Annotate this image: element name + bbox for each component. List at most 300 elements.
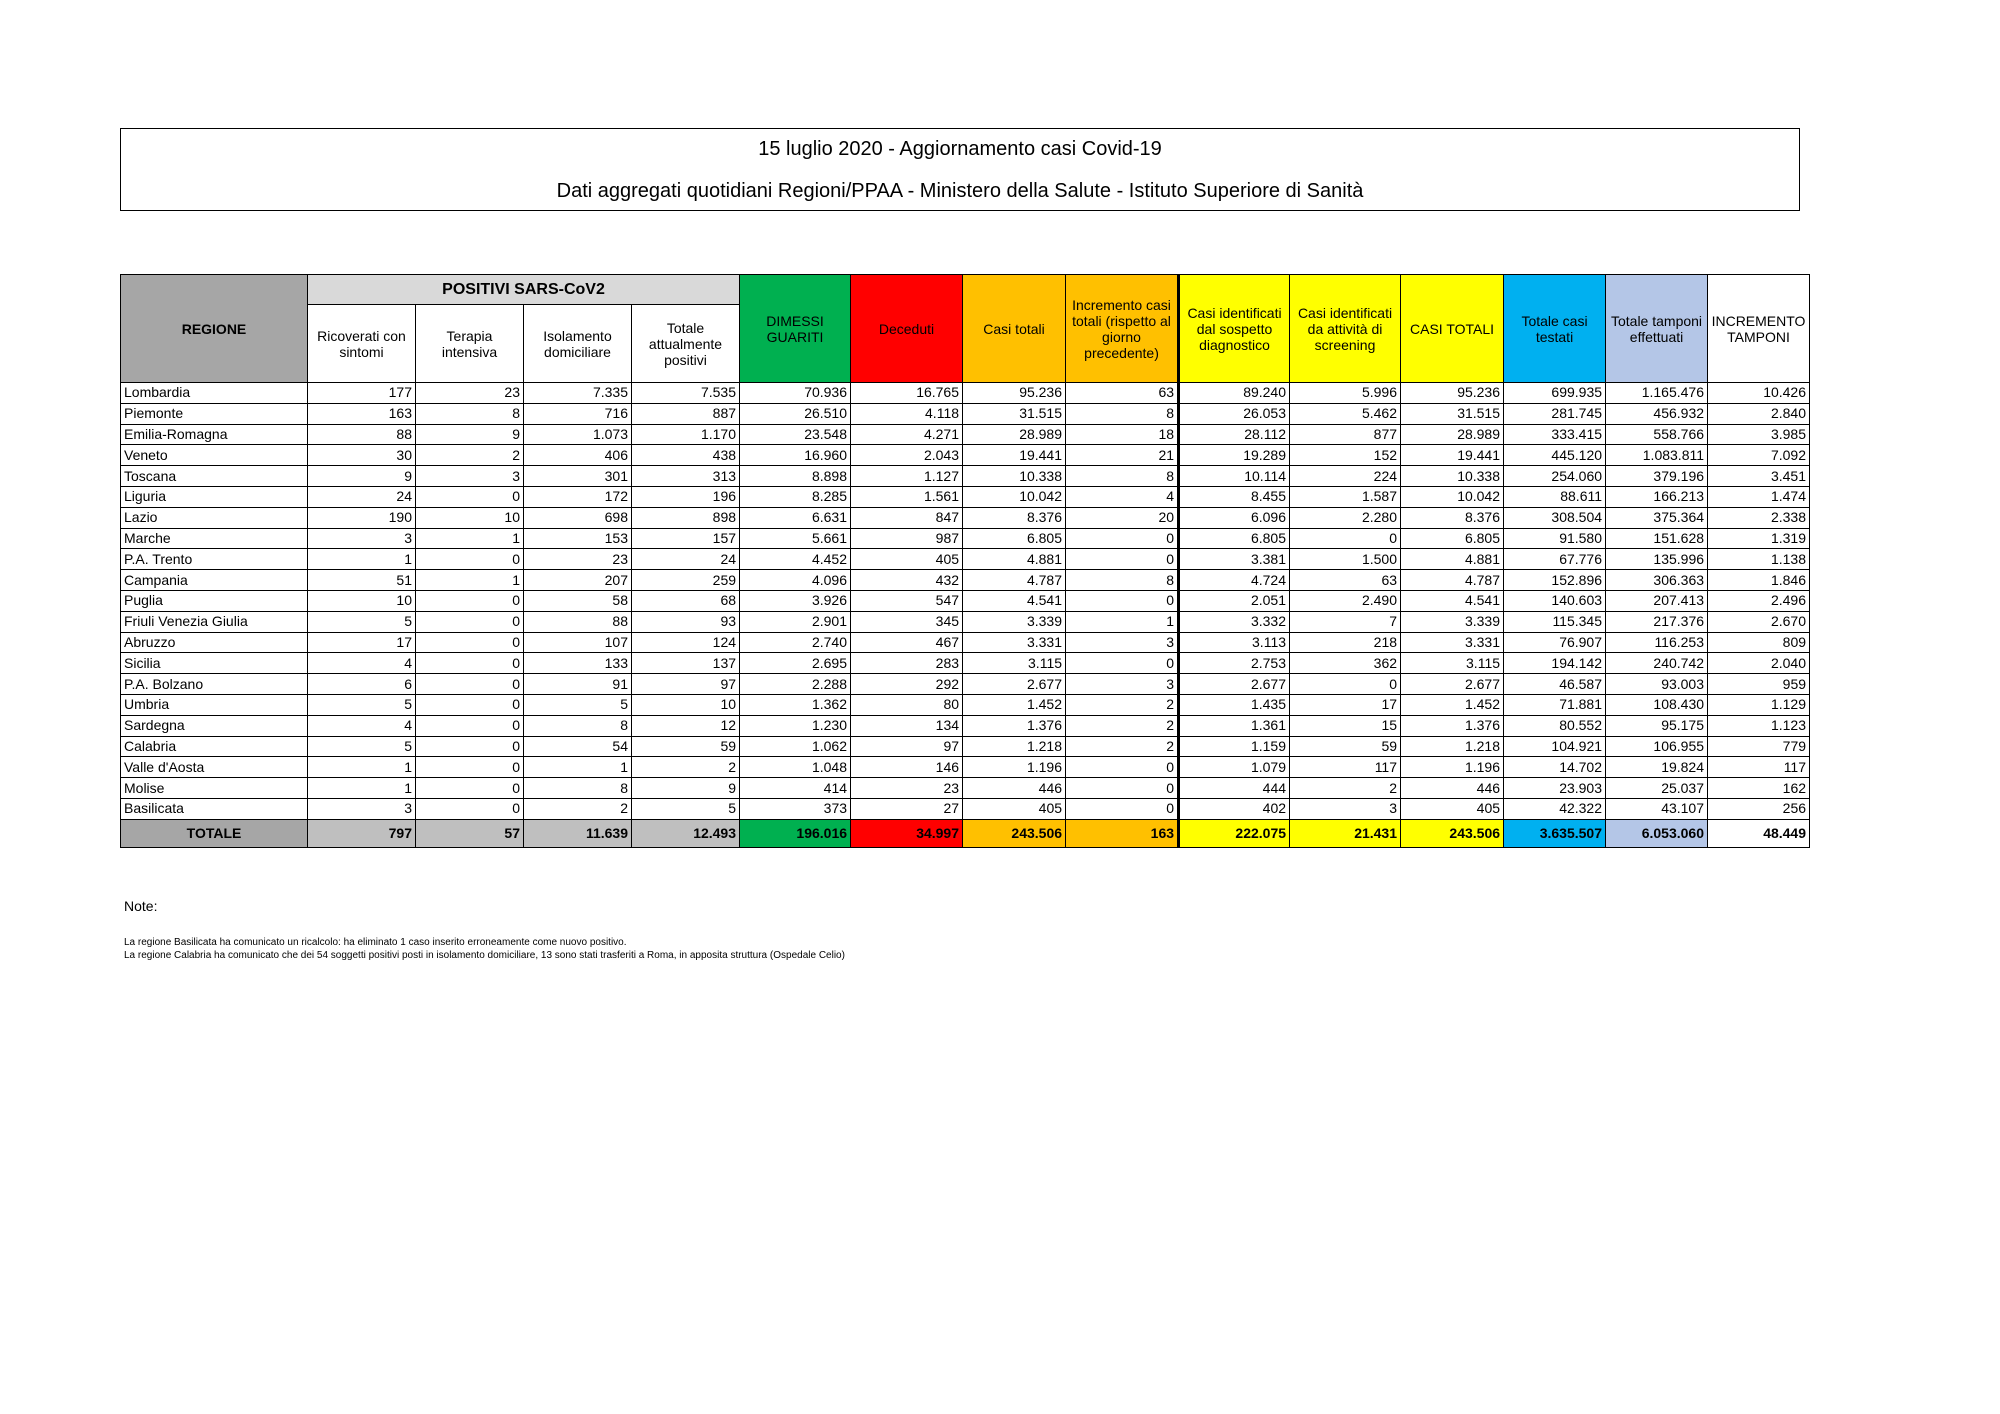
data-cell: 28.112: [1179, 424, 1290, 445]
data-cell: 218: [1290, 632, 1401, 653]
data-cell: 1.159: [1179, 736, 1290, 757]
data-cell: 2.677: [963, 674, 1066, 695]
data-cell: 6.805: [1401, 528, 1504, 549]
data-cell: 18: [1066, 424, 1179, 445]
data-cell: 402: [1179, 798, 1290, 819]
data-cell: 107: [524, 632, 632, 653]
data-cell: 3.115: [963, 653, 1066, 674]
data-cell: 4.096: [740, 570, 851, 591]
header-dimessi-guariti: DIMESSI GUARITI: [740, 275, 851, 383]
region-name-cell: Liguria: [121, 486, 308, 507]
total-cell: 243.506: [1401, 819, 1504, 847]
data-cell: 3: [308, 528, 416, 549]
data-cell: 256: [1708, 798, 1810, 819]
data-cell: 117: [1708, 757, 1810, 778]
data-cell: 362: [1290, 653, 1401, 674]
total-cell: 57: [416, 819, 524, 847]
total-cell: 11.639: [524, 819, 632, 847]
data-cell: 5: [308, 694, 416, 715]
data-cell: 3: [416, 466, 524, 487]
data-cell: 1.218: [963, 736, 1066, 757]
data-cell: 19.289: [1179, 445, 1290, 466]
table-row: [121, 736, 1810, 757]
data-cell: 27: [851, 798, 963, 819]
data-cell: 151.628: [1606, 528, 1708, 549]
data-cell: 10.042: [1401, 486, 1504, 507]
header-incremento-tamponi: INCREMENTO TAMPONI: [1708, 275, 1810, 383]
data-cell: 8.455: [1179, 486, 1290, 507]
data-cell: 3.339: [1401, 611, 1504, 632]
table-row: [121, 486, 1810, 507]
data-cell: 2.280: [1290, 507, 1401, 528]
data-cell: 0: [416, 632, 524, 653]
data-cell: 1.587: [1290, 486, 1401, 507]
data-cell: 177: [308, 383, 416, 404]
data-cell: 23: [416, 383, 524, 404]
table-row: [121, 694, 1810, 715]
data-cell: 135.996: [1606, 549, 1708, 570]
data-cell: 19.441: [963, 445, 1066, 466]
region-name-cell: Emilia-Romagna: [121, 424, 308, 445]
data-cell: 405: [1401, 798, 1504, 819]
data-cell: 14.702: [1504, 757, 1606, 778]
data-cell: 1.062: [740, 736, 851, 757]
data-cell: 224: [1290, 466, 1401, 487]
data-cell: 1.319: [1708, 528, 1810, 549]
data-cell: 0: [1290, 528, 1401, 549]
data-cell: 26.510: [740, 403, 851, 424]
header-incremento-casi: Incremento casi totali (rispetto al giorno precedente): [1066, 275, 1179, 383]
data-cell: 59: [632, 736, 740, 757]
table-row: [121, 383, 1810, 404]
data-cell: 63: [1290, 570, 1401, 591]
data-cell: 217.376: [1606, 611, 1708, 632]
data-cell: 54: [524, 736, 632, 757]
data-cell: 0: [416, 486, 524, 507]
data-cell: 196: [632, 486, 740, 507]
data-cell: 2: [1066, 694, 1179, 715]
data-cell: 1: [416, 528, 524, 549]
table-row: [121, 403, 1810, 424]
data-cell: 414: [740, 778, 851, 799]
data-cell: 23.903: [1504, 778, 1606, 799]
data-cell: 4.452: [740, 549, 851, 570]
region-name-cell: Abruzzo: [121, 632, 308, 653]
data-cell: 7.535: [632, 383, 740, 404]
data-cell: 30: [308, 445, 416, 466]
data-cell: 0: [416, 653, 524, 674]
data-cell: 379.196: [1606, 466, 1708, 487]
data-cell: 2: [524, 798, 632, 819]
region-name-cell: Basilicata: [121, 798, 308, 819]
data-cell: 108.430: [1606, 694, 1708, 715]
data-cell: 88: [308, 424, 416, 445]
region-name-cell: Valle d'Aosta: [121, 757, 308, 778]
header-isolamento: Isolamento domiciliare: [524, 305, 632, 383]
total-label-cell: TOTALE: [121, 819, 308, 847]
data-cell: 6.805: [1179, 528, 1290, 549]
data-cell: 6.805: [963, 528, 1066, 549]
data-cell: 3.332: [1179, 611, 1290, 632]
data-cell: 1.474: [1708, 486, 1810, 507]
data-cell: 2.496: [1708, 590, 1810, 611]
data-cell: 4.118: [851, 403, 963, 424]
data-cell: 8: [1066, 403, 1179, 424]
data-cell: 1.123: [1708, 715, 1810, 736]
data-cell: 5.661: [740, 528, 851, 549]
data-cell: 3.115: [1401, 653, 1504, 674]
data-cell: 558.766: [1606, 424, 1708, 445]
data-cell: 2.740: [740, 632, 851, 653]
data-cell: 8: [524, 778, 632, 799]
data-cell: 67.776: [1504, 549, 1606, 570]
header-region: REGIONE: [121, 275, 308, 383]
table-row: [121, 798, 1810, 819]
table-row: [121, 632, 1810, 653]
table-row: [121, 590, 1810, 611]
total-cell: 48.449: [1708, 819, 1810, 847]
region-name-cell: Calabria: [121, 736, 308, 757]
data-cell: 42.322: [1504, 798, 1606, 819]
data-cell: 3: [308, 798, 416, 819]
data-cell: 24: [308, 486, 416, 507]
table-row: [121, 715, 1810, 736]
region-name-cell: Campania: [121, 570, 308, 591]
data-cell: 106.955: [1606, 736, 1708, 757]
data-cell: 10.042: [963, 486, 1066, 507]
data-cell: 446: [963, 778, 1066, 799]
total-cell: 34.997: [851, 819, 963, 847]
data-cell: 80: [851, 694, 963, 715]
data-cell: 547: [851, 590, 963, 611]
data-cell: 281.745: [1504, 403, 1606, 424]
data-cell: 124: [632, 632, 740, 653]
data-cell: 779: [1708, 736, 1810, 757]
data-cell: 1.129: [1708, 694, 1810, 715]
data-cell: 20: [1066, 507, 1179, 528]
data-cell: 0: [1066, 549, 1179, 570]
data-cell: 1.138: [1708, 549, 1810, 570]
data-cell: 76.907: [1504, 632, 1606, 653]
data-cell: 1.079: [1179, 757, 1290, 778]
table-body: [121, 383, 1810, 848]
data-cell: 2: [1066, 715, 1179, 736]
data-cell: 2: [416, 445, 524, 466]
data-cell: 2.490: [1290, 590, 1401, 611]
data-cell: 3.113: [1179, 632, 1290, 653]
data-cell: 4.541: [963, 590, 1066, 611]
data-cell: 959: [1708, 674, 1810, 695]
header-positivi-group: POSITIVI SARS-CoV2: [308, 275, 740, 305]
data-cell: 254.060: [1504, 466, 1606, 487]
data-cell: 5: [308, 736, 416, 757]
data-cell: 0: [416, 611, 524, 632]
data-cell: 59: [1290, 736, 1401, 757]
data-cell: 432: [851, 570, 963, 591]
data-cell: 698: [524, 507, 632, 528]
data-cell: 716: [524, 403, 632, 424]
data-cell: 4.881: [963, 549, 1066, 570]
data-cell: 1.073: [524, 424, 632, 445]
data-cell: 146: [851, 757, 963, 778]
header-casi-screening: Casi identificati da attività di screening: [1290, 275, 1401, 383]
header-row-top: [121, 275, 1810, 305]
data-cell: 152.896: [1504, 570, 1606, 591]
data-cell: 163: [308, 403, 416, 424]
header-deceduti: Deceduti: [851, 275, 963, 383]
data-cell: 21: [1066, 445, 1179, 466]
data-cell: 1.452: [963, 694, 1066, 715]
data-cell: 1.230: [740, 715, 851, 736]
total-cell: 12.493: [632, 819, 740, 847]
data-cell: 345: [851, 611, 963, 632]
data-cell: 4.787: [963, 570, 1066, 591]
data-cell: 2: [632, 757, 740, 778]
data-cell: 446: [1401, 778, 1504, 799]
data-cell: 93.003: [1606, 674, 1708, 695]
data-cell: 1.362: [740, 694, 851, 715]
data-cell: 26.053: [1179, 403, 1290, 424]
data-cell: 23: [524, 549, 632, 570]
data-cell: 847: [851, 507, 963, 528]
data-cell: 0: [1290, 674, 1401, 695]
data-cell: 25.037: [1606, 778, 1708, 799]
data-cell: 10: [632, 694, 740, 715]
data-cell: 2.677: [1401, 674, 1504, 695]
data-cell: 1: [308, 757, 416, 778]
data-cell: 0: [416, 549, 524, 570]
data-cell: 0: [416, 798, 524, 819]
data-cell: 152: [1290, 445, 1401, 466]
total-cell: 797: [308, 819, 416, 847]
data-cell: 259: [632, 570, 740, 591]
data-cell: 5.462: [1290, 403, 1401, 424]
data-cell: 809: [1708, 632, 1810, 653]
data-cell: 17: [1290, 694, 1401, 715]
data-cell: 8.285: [740, 486, 851, 507]
report-title-box: [120, 128, 1800, 211]
data-cell: 0: [416, 590, 524, 611]
data-cell: 4.881: [1401, 549, 1504, 570]
region-name-cell: Marche: [121, 528, 308, 549]
note-line: La regione Calabria ha comunicato che dei 54 soggetti positivi posti in isolamento domiciliare, 13 sono stati trasferiti a Roma, in apposita struttura (Ospedale Celio): [124, 950, 845, 961]
note-line: La regione Basilicata ha comunicato un ricalcolo: ha eliminato 1 caso inserito erroneamente come nuovo positivo.: [124, 937, 627, 948]
data-cell: 7.092: [1708, 445, 1810, 466]
table-row: [121, 570, 1810, 591]
data-cell: 7: [1290, 611, 1401, 632]
data-cell: 4: [308, 715, 416, 736]
data-cell: 3.451: [1708, 466, 1810, 487]
header-ricoverati: Ricoverati con sintomi: [308, 305, 416, 383]
data-cell: 207.413: [1606, 590, 1708, 611]
data-cell: 456.932: [1606, 403, 1708, 424]
data-cell: 9: [632, 778, 740, 799]
data-cell: 306.363: [1606, 570, 1708, 591]
data-cell: 5.996: [1290, 383, 1401, 404]
data-cell: 43.107: [1606, 798, 1708, 819]
data-cell: 1.165.476: [1606, 383, 1708, 404]
data-cell: 405: [851, 549, 963, 570]
data-cell: 373: [740, 798, 851, 819]
data-cell: 1.452: [1401, 694, 1504, 715]
data-cell: 23: [851, 778, 963, 799]
data-cell: 240.742: [1606, 653, 1708, 674]
data-cell: 8: [524, 715, 632, 736]
data-cell: 5: [632, 798, 740, 819]
data-cell: 1.846: [1708, 570, 1810, 591]
data-cell: 4.787: [1401, 570, 1504, 591]
data-cell: 71.881: [1504, 694, 1606, 715]
data-cell: 2.338: [1708, 507, 1810, 528]
data-cell: 70.936: [740, 383, 851, 404]
table-row: [121, 445, 1810, 466]
data-cell: 10.426: [1708, 383, 1810, 404]
data-cell: 88.611: [1504, 486, 1606, 507]
data-cell: 0: [1066, 757, 1179, 778]
data-cell: 8: [1066, 466, 1179, 487]
region-name-cell: Sicilia: [121, 653, 308, 674]
data-cell: 97: [632, 674, 740, 695]
data-cell: 1: [524, 757, 632, 778]
data-cell: 1.048: [740, 757, 851, 778]
data-cell: 467: [851, 632, 963, 653]
header-casi-totali-2: CASI TOTALI: [1401, 275, 1504, 383]
data-cell: 5: [524, 694, 632, 715]
data-cell: 0: [416, 757, 524, 778]
data-cell: 95.236: [963, 383, 1066, 404]
data-cell: 699.935: [1504, 383, 1606, 404]
total-cell: 222.075: [1179, 819, 1290, 847]
data-cell: 8: [1066, 570, 1179, 591]
data-cell: 8: [416, 403, 524, 424]
data-cell: 10: [416, 507, 524, 528]
data-cell: 1.196: [963, 757, 1066, 778]
data-cell: 63: [1066, 383, 1179, 404]
data-cell: 1.500: [1290, 549, 1401, 570]
data-cell: 1.561: [851, 486, 963, 507]
data-cell: 0: [1066, 778, 1179, 799]
data-cell: 6.096: [1179, 507, 1290, 528]
data-cell: 31.515: [1401, 403, 1504, 424]
data-cell: 3.985: [1708, 424, 1810, 445]
data-cell: 17: [308, 632, 416, 653]
data-cell: 1.376: [963, 715, 1066, 736]
report-subtitle: Dati aggregati quotidiani Regioni/PPAA - Ministero della Salute - Istituto Superiore di Sanità: [556, 180, 1364, 202]
table-row: [121, 424, 1810, 445]
data-cell: 987: [851, 528, 963, 549]
data-cell: 0: [416, 674, 524, 695]
header-casi-testati: Totale casi testati: [1504, 275, 1606, 383]
data-cell: 2.753: [1179, 653, 1290, 674]
data-cell: 1.127: [851, 466, 963, 487]
data-cell: 117: [1290, 757, 1401, 778]
data-cell: 2.043: [851, 445, 963, 466]
table-row: [121, 674, 1810, 695]
data-cell: 3.339: [963, 611, 1066, 632]
data-cell: 5: [308, 611, 416, 632]
data-cell: 405: [963, 798, 1066, 819]
data-cell: 4.541: [1401, 590, 1504, 611]
data-cell: 0: [416, 715, 524, 736]
data-cell: 1.170: [632, 424, 740, 445]
data-cell: 207: [524, 570, 632, 591]
data-cell: 6: [308, 674, 416, 695]
data-cell: 8.376: [1401, 507, 1504, 528]
data-cell: 301: [524, 466, 632, 487]
region-name-cell: Lombardia: [121, 383, 308, 404]
data-cell: 12: [632, 715, 740, 736]
data-cell: 0: [416, 778, 524, 799]
header-casi-sospetto: Casi identificati dal sospetto diagnostico: [1179, 275, 1290, 383]
data-cell: 1.218: [1401, 736, 1504, 757]
data-cell: 97: [851, 736, 963, 757]
header-tamponi: Totale tamponi effettuati: [1606, 275, 1708, 383]
data-cell: 16.960: [740, 445, 851, 466]
data-cell: 438: [632, 445, 740, 466]
data-cell: 9: [416, 424, 524, 445]
data-cell: 134: [851, 715, 963, 736]
data-cell: 3: [1066, 632, 1179, 653]
data-cell: 308.504: [1504, 507, 1606, 528]
data-cell: 190: [308, 507, 416, 528]
data-cell: 0: [1066, 590, 1179, 611]
data-cell: 28.989: [963, 424, 1066, 445]
data-cell: 2.901: [740, 611, 851, 632]
table-row: [121, 653, 1810, 674]
table-row: [121, 507, 1810, 528]
data-cell: 91: [524, 674, 632, 695]
data-cell: 3: [1066, 674, 1179, 695]
data-cell: 46.587: [1504, 674, 1606, 695]
region-name-cell: Piemonte: [121, 403, 308, 424]
region-name-cell: Friuli Venezia Giulia: [121, 611, 308, 632]
data-cell: 16.765: [851, 383, 963, 404]
data-cell: 2: [1290, 778, 1401, 799]
data-cell: 3.331: [963, 632, 1066, 653]
total-cell: 21.431: [1290, 819, 1401, 847]
notes-heading: Note:: [124, 898, 158, 914]
data-cell: 898: [632, 507, 740, 528]
data-cell: 1.361: [1179, 715, 1290, 736]
data-cell: 116.253: [1606, 632, 1708, 653]
data-cell: 80.552: [1504, 715, 1606, 736]
data-cell: 1: [308, 778, 416, 799]
data-cell: 1.083.811: [1606, 445, 1708, 466]
data-cell: 2: [1066, 736, 1179, 757]
data-cell: 333.415: [1504, 424, 1606, 445]
data-cell: 91.580: [1504, 528, 1606, 549]
region-name-cell: Veneto: [121, 445, 308, 466]
data-cell: 375.364: [1606, 507, 1708, 528]
data-cell: 19.824: [1606, 757, 1708, 778]
data-cell: 194.142: [1504, 653, 1606, 674]
data-cell: 2.695: [740, 653, 851, 674]
data-cell: 406: [524, 445, 632, 466]
data-cell: 166.213: [1606, 486, 1708, 507]
data-cell: 10.114: [1179, 466, 1290, 487]
data-cell: 10.338: [963, 466, 1066, 487]
data-cell: 10.338: [1401, 466, 1504, 487]
data-cell: 15: [1290, 715, 1401, 736]
data-cell: 0: [416, 694, 524, 715]
data-cell: 7.335: [524, 383, 632, 404]
covid-data-table: [120, 274, 1810, 848]
data-cell: 445.120: [1504, 445, 1606, 466]
data-cell: 1.196: [1401, 757, 1504, 778]
data-cell: 8.376: [963, 507, 1066, 528]
table-row: [121, 611, 1810, 632]
data-cell: 2.670: [1708, 611, 1810, 632]
